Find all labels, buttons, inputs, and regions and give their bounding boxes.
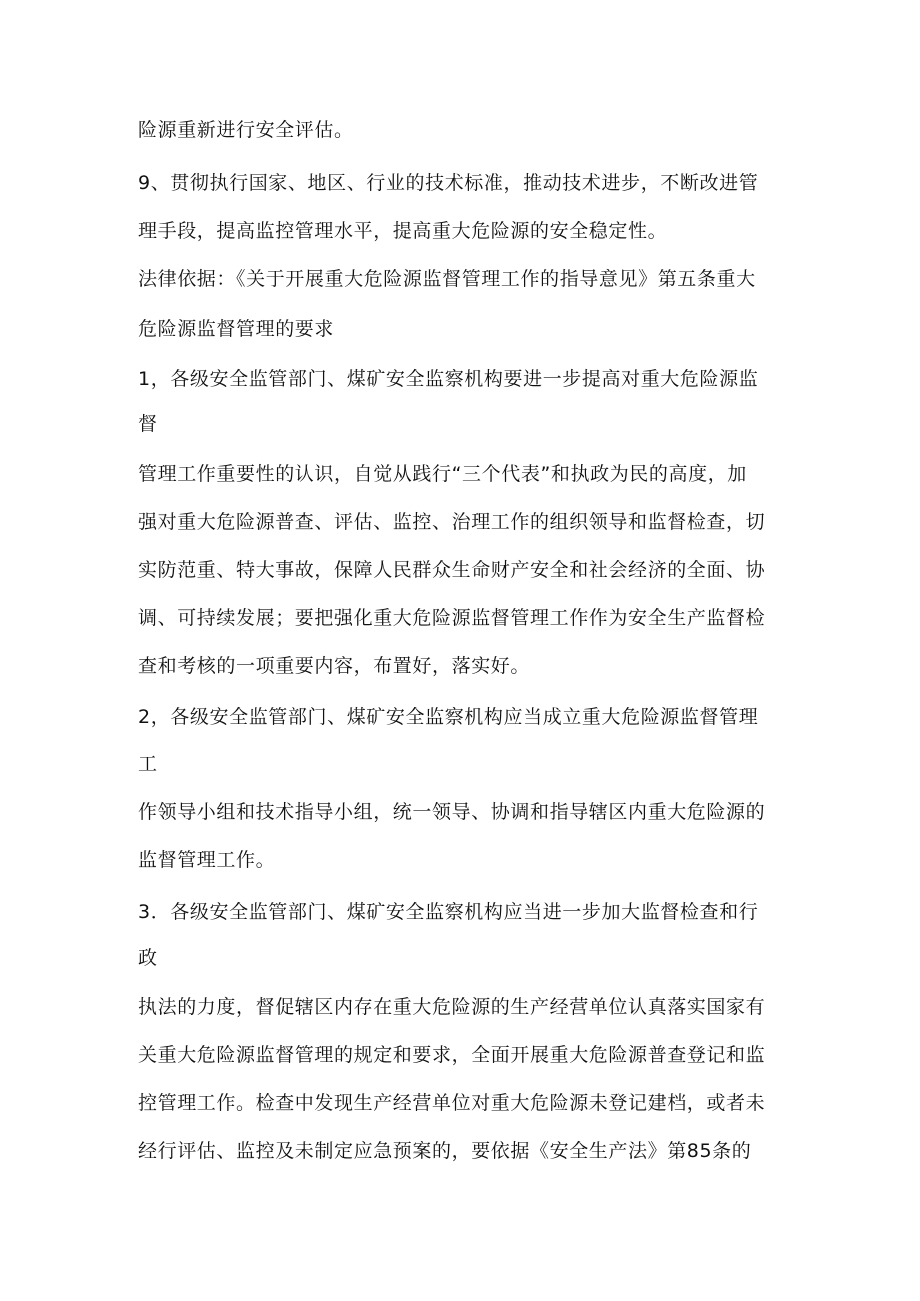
text-line: 调、可持续发展；要把强化重大危险源监督管理工作作为安全生产监督检 — [138, 607, 766, 629]
text-line: 监督管理工作。 — [138, 849, 276, 871]
text-line: 控管理工作。检查中发现生产经营单位对重大危险源未登记建档，或者未 — [138, 1092, 766, 1114]
text-line: 执法的力度，督促辖区内存在重大危险源的生产经营单位认真落实国家有 — [138, 996, 766, 1018]
text-line: 工 — [138, 753, 158, 775]
text-line: 危险源监督管理的要求 — [138, 318, 335, 340]
text-line: 强对重大危险源普查、评估、监控、治理工作的组织领导和监督检查，切 — [138, 511, 766, 533]
text-line: 查和考核的一项重要内容，布置好，落实好。 — [138, 655, 531, 677]
text-line: 3．各级安全监管部门、煤矿安全监察机构应当进一步加大监督检查和行 — [138, 901, 759, 923]
text-line: 作领导小组和技术指导小组，统一领导、协调和指导辖区内重大危险源的 — [138, 801, 766, 823]
text-line: 关重大危险源监督管理的规定和要求，全面开展重大危险源普查登记和监 — [138, 1044, 766, 1066]
text-line: 9、贯彻执行国家、地区、行业的技术标准，推动技术进步，不断改进管 — [138, 172, 759, 194]
text-line: 督 — [138, 413, 158, 435]
text-line: 1，各级安全监管部门、煤矿安全监察机构要进一步提高对重大危险源监 — [138, 368, 759, 390]
text-line: 经行评估、监控及未制定应急预案的，要依据《安全生产法》第85条的 — [138, 1140, 752, 1162]
text-line: 政 — [138, 947, 158, 969]
text-line: 险源重新进行安全评估。 — [138, 119, 354, 141]
text-line: 理手段，提高监控管理水平，提高重大危险源的安全稳定性。 — [138, 220, 668, 242]
text-line: 2，各级安全监管部门、煤矿安全监察机构应当成立重大危险源监督管理 — [138, 706, 759, 728]
text-line: 实防范重、特大事故，保障人民群众生命财产安全和社会经济的全面、协 — [138, 559, 766, 581]
text-line: 管理工作重要性的认识，自觉从践行“三个代表”和执政为民的高度，加 — [138, 463, 747, 485]
text-line: 法律依据：《关于开展重大危险源监督管理工作的指导意见》第五条重大 — [138, 268, 756, 290]
